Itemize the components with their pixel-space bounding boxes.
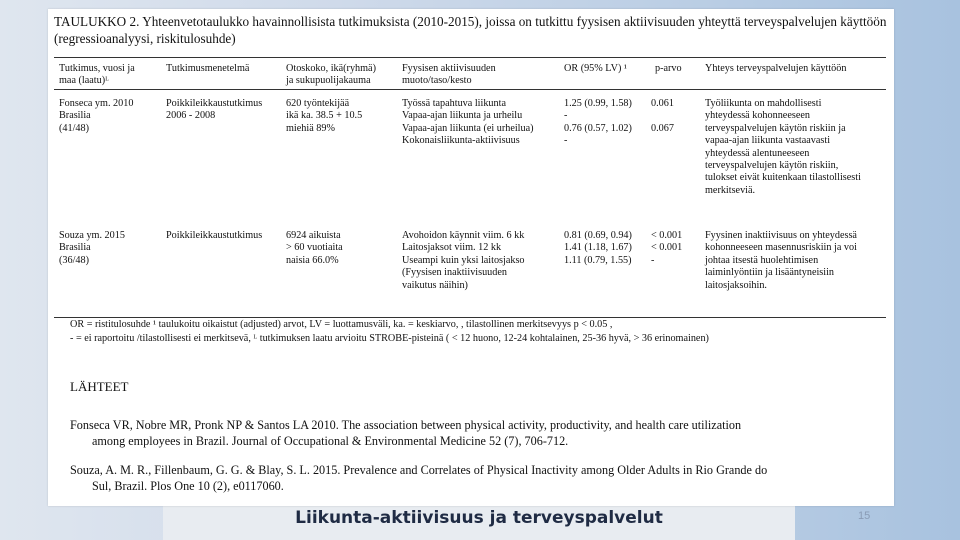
reference-item: Souza, A. M. R., Fillenbaum, G. G. & Blay, S. L. 2015. Prevalence and Correlates of Physical Inactivity among Older Adults in Rio Grande do Sul, Brazil. Plos One 10 (2), e0117060. [70,463,768,493]
table-row-1-sample: 620 työntekijää ikä ka. 38.5 + 10.5 miehiä 89% [286,98,363,134]
header-method: Tutkimusmenetelmä [166,63,250,74]
references-heading: LÄHTEET [70,379,129,394]
table-row-2-method: Poikkileikkaustutkimus [166,230,263,241]
table-row-1-study: Fonseca ym. 2010 Brasilia (41/48) [59,98,134,134]
header-p: p-arvo [655,63,682,74]
table-row-1-p: 0.061 0.067 [651,98,674,134]
document-image [48,9,894,506]
header-rule [54,89,886,90]
table-row-2-study: Souza ym. 2015 Brasilia (36/48) [59,230,125,266]
table-row-2-p: < 0.001 < 0.001 - [651,230,683,266]
table-row-1-or: 1.25 (0.99, 1.58) - 0.76 (0.57, 1.02) - [564,98,632,147]
header-sample: Otoskoko, ikä(ryhmä) ja sukupuolijakauma [286,63,376,87]
table-row-2-activity: Avohoidon käynnit viim. 6 kk Laitosjaksot viim. 12 kk Useampi kuin yksi laitosjakso (Fyysisen inaktiivisuuden vaikutus näihin) [402,230,525,291]
table-footnote-2: - = ei raportoitu /tilastollisesti ei merkitsevä, ᴸ tutkimuksen laatu arvioitu STROBE-pisteinä ( < 12 huono, 12-24 kohtalainen, 25-36 hyvä, > 36 erinomainen) [70,333,709,344]
slide-footer-title: Liikunta-aktiivisuus ja terveyspalvelut [295,508,663,528]
table-top-rule [54,57,886,58]
table-row-1-method: Poikkileikkaustutkimus 2006 - 2008 [166,98,263,122]
table-row-2-or: 0.81 (0.69, 0.94) 1.41 (1.18, 1.67) 1.11 (0.79, 1.55) [564,230,632,266]
table-row-2-link: Fyysinen inaktiivisuus on yhteydessä kohonneeseen masennusriskiin ja voi johtaa itsestä huolehtimisen laiminlyöntiin ja lisääntyneisiin laitosjaksoihin. [705,230,857,291]
header-or: OR (95% LV) ¹ [564,63,627,74]
slide-number: 15 [858,510,871,522]
table-row-1-link: Työliikunta on mahdollisesti yhteydessä kohonneeseen terveyspalvelujen käytön riskiin ja vapaa-ajan liikunta vastaavasti yhteydessä alentuneeseen terveyspalvelujen käytön riskiin, tulokset eivät kuitenkaan tilastollisesti merkitseviä. [705,98,861,196]
reference-item: Fonseca VR, Nobre MR, Pronk NP & Santos LA 2010. The association between physical activity, productivity, and health care utilization among employees in Brazil. Journal of Occupational & Environmental Medicine 52 (7), 706-712. [70,418,742,448]
header-study: Tutkimus, vuosi ja maa (laatu)ᴸ [59,63,135,87]
table-title: TAULUKKO 2. Yhteenvetotaulukko havainnollisista tutkimuksista (2010-2015), joissa on tutkittu fyysisen aktiivisuuden yhteyttä terveyspalvelujen käyttöön (regressioanalyysi, riskitulosuhde) [54,14,887,46]
table-row-1-activity: Työssä tapahtuva liikunta Vapaa-ajan liikunta ja urheilu Vapaa-ajan liikunta (ei urheilua) Kokonaisliikunta-aktiivisuus [402,98,534,147]
table-row-2-sample: 6924 aikuista > 60 vuotiaita naisia 66.0% [286,230,343,266]
header-activity: Fyysisen aktiivisuuden muoto/taso/kesto [402,63,496,87]
table-footnote-1: OR = ristitulosuhde ¹ taulukoitu oikaistut (adjusted) arvot, LV = luottamusväli, ka. = keskiarvo, , tilastollinen merkitsevyys p < 0.05 , [70,319,613,330]
header-link: Yhteys terveyspalvelujen käyttöön [705,63,847,74]
